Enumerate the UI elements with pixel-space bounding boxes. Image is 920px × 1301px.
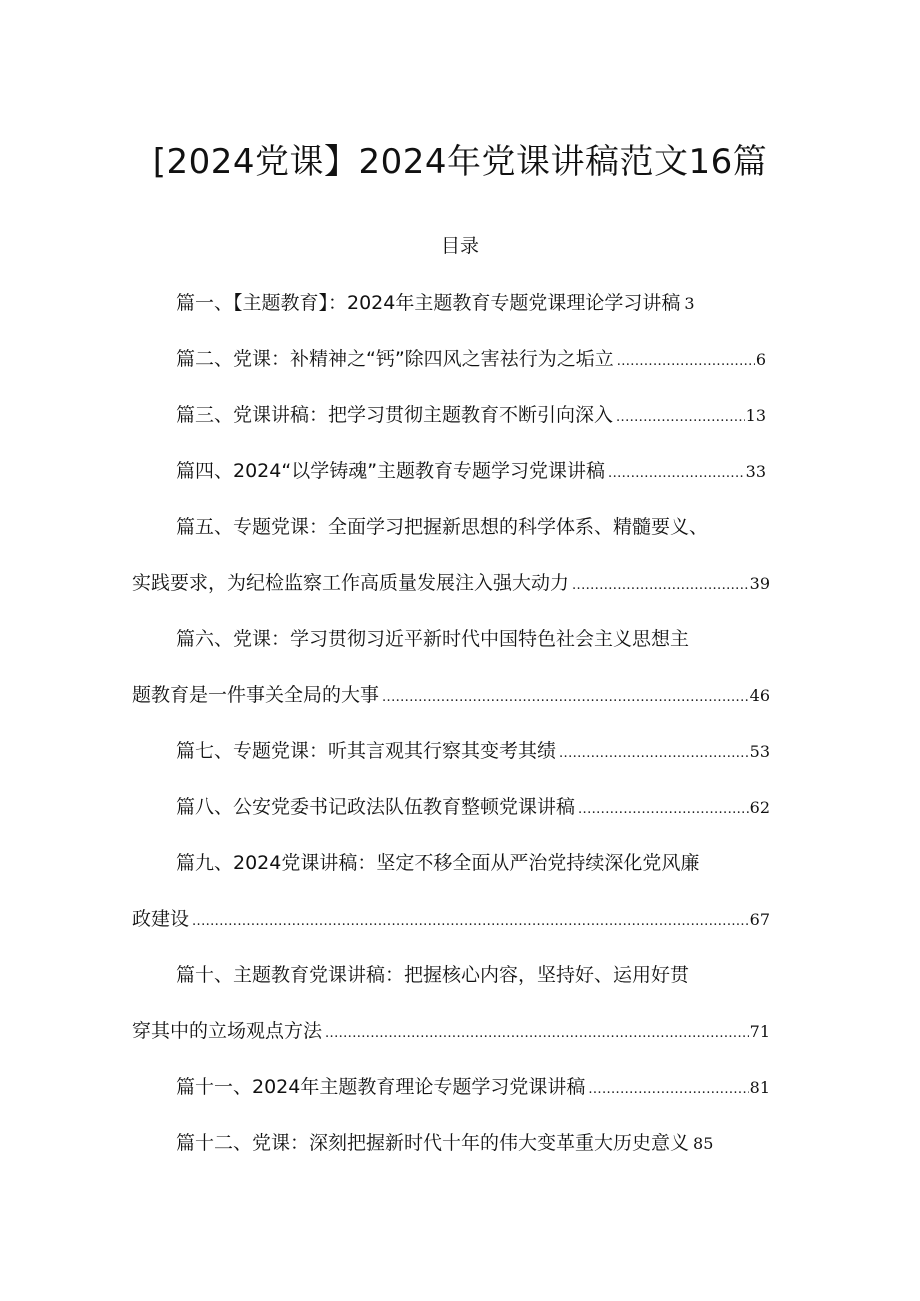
toc-dot-leader <box>572 573 749 599</box>
toc-heading: 目录 <box>440 235 479 257</box>
toc-entry-6-line1[interactable]: 篇六、党课：学习贯彻习近平新时代中国特色社会主义思想主 <box>176 628 690 650</box>
toc-entry-title: 政建设 <box>132 908 190 930</box>
toc-dot-leader <box>617 349 755 375</box>
toc-entry-title: 篇十二、党课：深刻把握新时代十年的伟大变革重大历史意义 <box>176 1132 690 1154</box>
toc-entry-12[interactable] <box>176 1130 766 1157</box>
toc-dot-leader <box>559 741 749 767</box>
toc-dot-leader <box>325 1021 749 1047</box>
toc-entry-7[interactable] <box>176 738 770 767</box>
toc-entry-page: 39 <box>749 574 770 593</box>
toc-entry-3[interactable] <box>176 402 766 431</box>
toc-entry-title: 篇二、党课：补精神之“钙”除四风之害祛行为之垢立 <box>176 348 614 370</box>
toc-dot-leader <box>192 909 749 935</box>
toc-entry-9-line1[interactable]: 篇九、2024党课讲稿：坚定不移全面从严治党持续深化党风廉 <box>176 852 700 874</box>
toc-entry-title: 篇七、专题党课：听其言观其行察其变考其绩 <box>176 740 557 762</box>
toc-entry-title: 篇十一、2024年主题教育理论专题学习党课讲稿 <box>176 1076 586 1098</box>
toc-dot-leader <box>578 797 749 823</box>
toc-entry-title: 篇三、党课讲稿：把学习贯彻主题教育不断引向深入 <box>176 404 614 426</box>
toc-entry-10-line2[interactable] <box>132 1018 770 1047</box>
toc-entry-page: 33 <box>745 462 766 481</box>
toc-entry-title: 篇八、公安党委书记政法队伍教育整顿党课讲稿 <box>176 796 576 818</box>
toc-entry-title: 篇四、2024“以学铸魂”主题教育专题学习党课讲稿 <box>176 460 606 482</box>
toc-entry-page: 62 <box>749 798 770 817</box>
toc-entry-11[interactable] <box>176 1074 770 1103</box>
toc-entry-9-line2[interactable] <box>132 906 770 935</box>
toc-entry-page: 67 <box>749 910 770 929</box>
toc-entry-title: 篇一、【主题教育】：2024年主题教育专题党课理论学习讲稿 <box>176 292 681 314</box>
toc-entry-title: 题教育是一件事关全局的大事 <box>132 684 380 706</box>
toc-dot-leader <box>382 685 749 711</box>
toc-entry-page: 6 <box>755 350 766 369</box>
toc-entry-title: 穿其中的立场观点方法 <box>132 1020 323 1042</box>
toc-entry-page: 81 <box>749 1078 770 1097</box>
toc-entry-page: 71 <box>749 1022 770 1041</box>
toc-entry-2[interactable] <box>176 346 766 375</box>
toc-entry-page: 3 <box>684 294 695 313</box>
toc-entry-page: 85 <box>693 1134 714 1153</box>
toc-entry-page: 53 <box>749 742 770 761</box>
toc-entry-8[interactable] <box>176 794 770 823</box>
toc-entry-5-line2[interactable] <box>132 570 770 599</box>
toc-entry-10-line1[interactable]: 篇十、主题教育党课讲稿：把握核心内容，坚持好、运用好贯 <box>176 964 690 986</box>
document-title: [2024党课】2024年党课讲稿范文16篇 <box>152 142 768 182</box>
toc-entry-1[interactable] <box>176 290 741 317</box>
toc-dot-leader <box>588 1077 748 1103</box>
toc-entry-page: 13 <box>745 406 766 425</box>
toc-entry-page: 46 <box>749 686 770 705</box>
toc-entry-5-line1[interactable]: 篇五、专题党课：全面学习把握新思想的科学体系、精髓要义、 <box>176 516 709 538</box>
toc-entry-6-line2[interactable] <box>132 682 770 711</box>
toc-dot-leader <box>616 405 745 431</box>
toc-dot-leader <box>608 461 745 487</box>
toc-entry-title: 实践要求，为纪检监察工作高质量发展注入强大动力 <box>132 572 570 594</box>
toc-entry-4[interactable] <box>176 458 766 487</box>
